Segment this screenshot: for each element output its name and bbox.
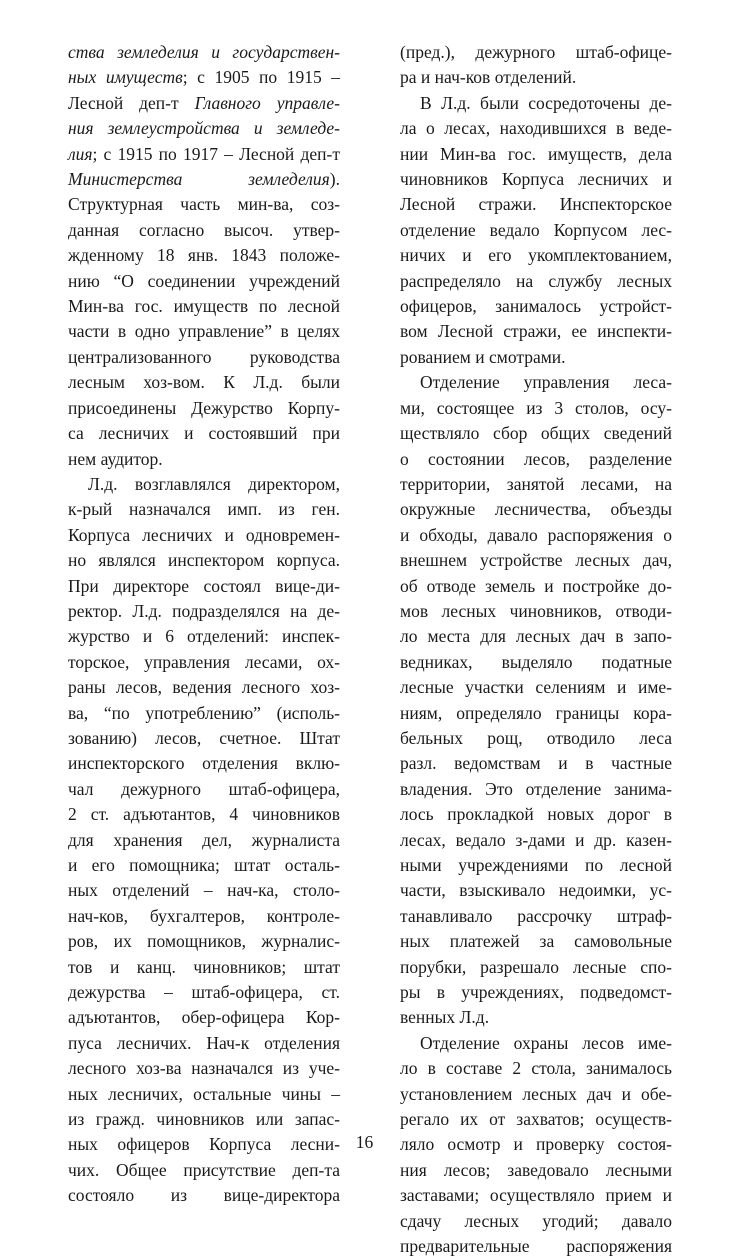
text-line: нию “О соединении учреждений	[68, 270, 340, 291]
text-segment: ).	[329, 169, 340, 190]
text-line: 2 ст. адъютантов, 4 чиновников	[68, 804, 340, 825]
text-line: вом Лесной стражи, ее инспекти-	[400, 321, 672, 342]
text-line: Мин-ва гос. имуществ по лесной	[68, 296, 340, 317]
text-line: ло места для лесных дач в запо-	[400, 626, 672, 647]
text-line: внешнем устройстве лесных дач,	[400, 550, 672, 571]
text-line: о состоянии лесов, разделение	[400, 448, 672, 469]
text-line: нач-ков, бухгалтеров, контроле-	[68, 905, 340, 926]
text-line: регало их от захватов; осуществ-	[400, 1109, 672, 1130]
text-line	[68, 167, 340, 192]
text-line	[68, 65, 340, 90]
text-line: чиновников Корпуса лесничих и	[400, 169, 672, 190]
text-line: лесного хоз-ва назначался из уче-	[68, 1058, 340, 1079]
text-line: централизованного руководства	[68, 346, 340, 367]
text-line: ляло осмотр и проверку состоя-	[400, 1134, 672, 1155]
text-line: ла о лесах, находившихся в веде-	[400, 118, 672, 139]
text-segment: ; с 1915 по 1917 – Лесной деп-т	[92, 143, 340, 164]
text-line: ми, состоящее из 3 столов, осу-	[400, 397, 672, 418]
text-line: нии Мин-ва гос. имуществ, дела	[400, 143, 672, 164]
text-line: Л.д. возглавлялся директором,	[88, 473, 340, 494]
text-line: ректор. Л.д. подразделялся на де-	[68, 600, 340, 621]
text-line: ния лесов; заведовало лесными	[400, 1159, 672, 1180]
text-line: рованием и смотрами.	[400, 346, 566, 367]
text-line: жденному 18 янв. 1843 положе-	[68, 245, 340, 266]
text-line: сдачу лесных угодий; давало	[400, 1210, 672, 1231]
text-line: тов и канц. чиновников; штат	[68, 956, 340, 977]
text-line: порубки, разрешало лесные спо-	[400, 956, 672, 977]
text-segment: Лесной деп-т	[68, 92, 195, 113]
text-segment: Главного управле-	[194, 92, 341, 113]
text-line: предварительные распоряжения	[400, 1236, 672, 1257]
text-line: владения. Это отделение занима-	[400, 778, 672, 799]
text-line: Отделение управления леса-	[420, 372, 672, 393]
text-line: присоединены Дежурство Корпу-	[68, 397, 340, 418]
text-line: торское, управления лесами, ох-	[68, 651, 340, 672]
text-line: ных лесничих, остальные чины –	[68, 1083, 340, 1104]
text-line: ных платежей за самовольные	[400, 931, 672, 952]
text-line: чих. Общее присутствие деп-та	[68, 1159, 340, 1180]
text-line: Лесной стражи. Инспекторское	[400, 194, 672, 215]
text-line: танавливало рассрочку штраф-	[400, 905, 672, 926]
text-line: пуса лесничих. Нач-к отделения	[68, 1032, 340, 1053]
text-line: ществляло сбор общих сведений	[400, 423, 672, 444]
text-line: ния землеустройства и земледе-	[68, 118, 340, 139]
text-line: ниям, определяло границы кора-	[400, 702, 672, 723]
text-line: В Л.д. были сосредоточены де-	[420, 92, 672, 113]
text-line: Структурная часть мин-ва, соз-	[68, 194, 340, 215]
text-line: окружные лесничества, объезды	[400, 499, 672, 520]
text-line: заставами; осуществляло прием и	[400, 1185, 672, 1206]
text-line: территории, занятой лесами, на	[400, 473, 672, 494]
text-line: ведниках, выделяло податные	[400, 651, 672, 672]
text-line: распределяло на службу лесных	[400, 270, 672, 291]
text-line: (пред.), дежурного штаб-офице-	[400, 42, 672, 62]
text-segment: ; с 1905 по 1915 –	[182, 67, 341, 88]
text-segment: Министерства земледелия	[68, 169, 330, 190]
left-column	[68, 40, 340, 1209]
text-line: ра и нач-ков отделений.	[400, 67, 577, 88]
text-line: лесным хоз-вом. К Л.д. были	[68, 372, 340, 393]
text-line: ров, их помощников, журналис-	[68, 931, 340, 952]
text-line: са лесничих и состоявший при	[68, 423, 340, 444]
text-line: лесах, ведало з-дами и др. казен-	[400, 829, 672, 850]
text-line: мов лесных чиновников, отводи-	[400, 600, 672, 621]
text-line	[68, 91, 340, 116]
text-line: из гражд. чиновников или запас-	[68, 1109, 340, 1130]
text-line: офицеров, занималось устройст-	[400, 296, 672, 317]
text-line: бельных рощ, отводило леса	[400, 727, 672, 748]
text-line: ства земледелия и государствен-	[68, 42, 340, 62]
text-line: данная согласно высоч. утвер-	[68, 219, 340, 240]
text-segment: ных имуществ	[68, 67, 183, 88]
text-line: ры в учреждениях, подведомст-	[400, 982, 672, 1003]
text-line: чал дежурного штаб-офицера,	[68, 778, 340, 799]
right-column	[400, 40, 672, 1260]
text-line: ных офицеров Корпуса лесни-	[68, 1134, 340, 1155]
text-line: Отделение охраны лесов име-	[420, 1032, 672, 1053]
text-line: лесные участки селениям и име-	[400, 677, 672, 698]
text-line: состояло из вице-директора	[68, 1185, 340, 1206]
text-line: адъютантов, обер-офицера Кор-	[68, 1007, 340, 1028]
text-line: лось прокладкой новых дорог в	[400, 804, 672, 825]
text-line: ва, “по употреблению” (исполь-	[68, 702, 340, 723]
text-line: зованию) лесов, счетное. Штат	[68, 727, 340, 748]
text-line: части в одно управление” в целях	[68, 321, 340, 342]
text-line: к-рый назначался имп. из ген.	[68, 499, 340, 520]
text-line: установлением лесных дач и обе-	[400, 1083, 672, 1104]
text-line: ло в составе 2 стола, занималось	[400, 1058, 672, 1079]
text-line: нем аудитор.	[68, 448, 163, 469]
text-line: ничих и его укомплектованием,	[400, 245, 672, 266]
text-line: но являлся инспектором корпуса.	[68, 550, 340, 571]
text-line: и обходы, давало распоряжения о	[400, 524, 672, 545]
text-line: венных Л.д.	[400, 1007, 490, 1028]
text-line: инспекторского отделения вклю-	[68, 753, 340, 774]
text-line: журство и 6 отделений: инспек-	[68, 626, 340, 647]
text-line: разл. ведомствам и в частные	[400, 753, 672, 774]
text-line: об отводе земель и постройке до-	[400, 575, 672, 596]
text-line: отделение ведало Корпусом лес-	[400, 219, 672, 240]
text-line: Корпуса лесничих и одновремен-	[68, 524, 340, 545]
text-line: раны лесов, ведения лесного хоз-	[68, 677, 340, 698]
text-line: ных отделений – нач-ка, столо-	[68, 880, 340, 901]
text-line: и его помощника; штат осталь-	[68, 855, 340, 875]
text-line: для хранения дел, журналиста	[68, 829, 340, 850]
text-line: дежурства – штаб-офицера, ст.	[68, 982, 340, 1003]
text-segment: лия	[68, 143, 93, 164]
text-line: ными учреждениями по лесной	[400, 855, 672, 875]
text-line: При директоре состоял вице-ди-	[68, 575, 340, 596]
text-line	[68, 142, 340, 167]
page-number: 16	[355, 1132, 374, 1152]
text-line: части, взыскивало недоимки, ус-	[400, 880, 672, 901]
